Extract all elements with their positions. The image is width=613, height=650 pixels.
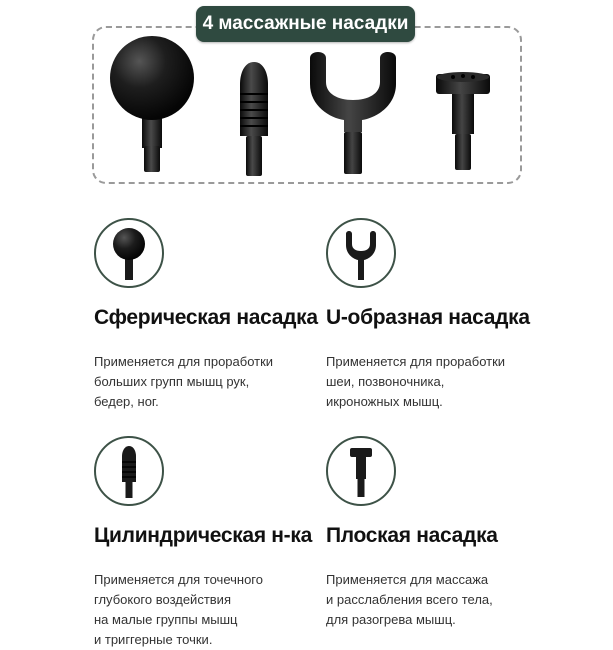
fork-description: Применяется для проработки шеи, позвоночника, икроножных мышц. — [326, 354, 506, 409]
fork-attachment-icon — [304, 48, 402, 178]
flat-circle-icon — [326, 436, 396, 506]
ball-circle-icon — [94, 218, 164, 288]
ball-attachment-icon — [104, 34, 200, 176]
cylinder-description: Применяется для точечного глубокого воздействия на малые группы мышц и триггерные точки. — [94, 572, 263, 647]
cylinder-title: Цилиндрическая н-ка — [94, 524, 312, 547]
flat-title: Плоская насадка — [326, 524, 498, 547]
fork-attachment-icon — [328, 220, 394, 286]
cylinder-attachment-icon — [96, 438, 162, 504]
ball-attachment-icon — [96, 220, 162, 286]
fork-title: U-образная насадка — [326, 306, 530, 329]
ball-description: Применяется для проработки больших групп мышц рук, бедер, ног. — [94, 354, 274, 409]
fork-circle-icon — [326, 218, 396, 288]
header-title: 4 массажные насадки — [196, 6, 415, 42]
cylinder-attachment-icon — [232, 60, 276, 178]
flat-attachment-icon — [432, 70, 494, 174]
cylinder-circle-icon — [94, 436, 164, 506]
flat-attachment-icon — [328, 438, 394, 504]
flat-description: Применяется для массажа и расслабления всего тела, для разогрева мышц. — [326, 572, 493, 627]
ball-title: Сферическая насадка — [94, 306, 318, 329]
